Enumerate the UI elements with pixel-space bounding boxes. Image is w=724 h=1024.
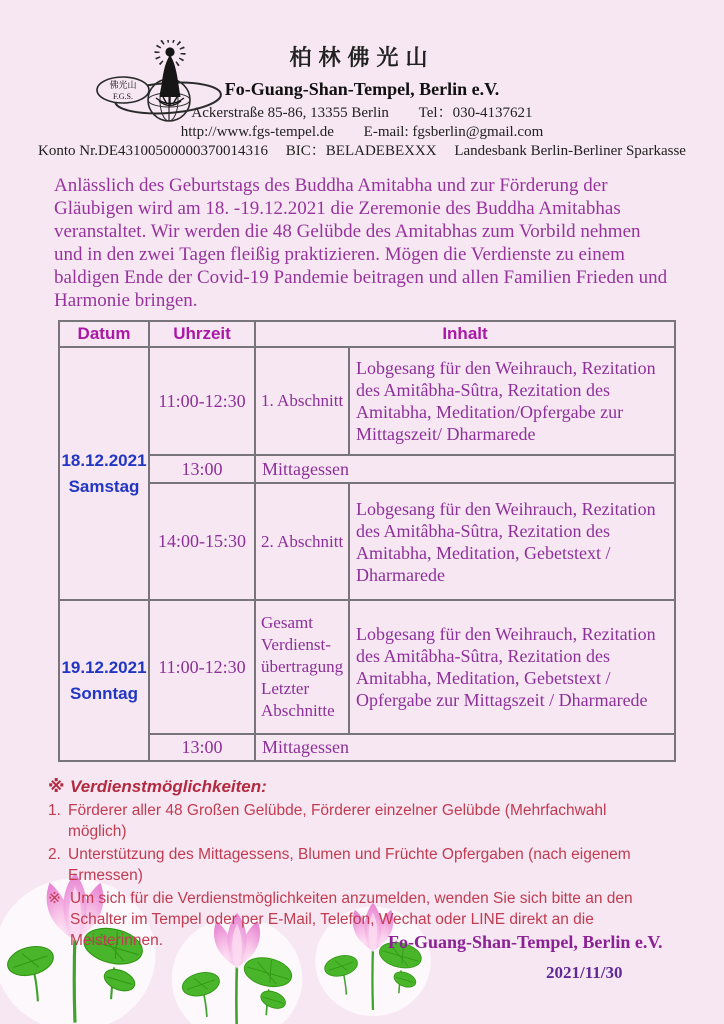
day1-date: 18.12.2021 bbox=[61, 450, 147, 470]
date-cell-day1 bbox=[59, 347, 149, 600]
day1-session1-part: 1. Abschnitt bbox=[255, 347, 349, 455]
day1-lunch-label: Mittagessen bbox=[255, 455, 675, 483]
item-text: Unterstützung des Mittagessens, Blumen und Früchte Opfergaben (nach eigenem Ermessen) bbox=[68, 846, 631, 884]
table-row bbox=[59, 600, 675, 734]
org-name: Fo-Guang-Shan-Tempel, Berlin e.V. bbox=[224, 79, 500, 99]
website-url: http://www.fgs-tempel.de bbox=[180, 124, 334, 140]
logo-label-abbr: F.G.S. bbox=[112, 92, 134, 101]
day2-session1-part: Gesamt Verdienst-übertragung Letzter Abschnitte bbox=[255, 600, 349, 734]
day1-weekday: Samstag bbox=[68, 476, 140, 496]
list-item bbox=[48, 800, 668, 842]
day1-lunch-time: 13:00 bbox=[149, 455, 255, 483]
email-address: E-mail: fgsberlin@gmail.com bbox=[363, 124, 544, 140]
date-cell-day2 bbox=[59, 600, 149, 761]
chinese-title: 柏林佛光山 bbox=[289, 45, 435, 70]
intro-paragraph: Anlässlich des Geburtstags des Buddha Amitabha und zur Förderung der Gläubigen wird am 18. -19.12.2021 die Zeremonie des Buddha Amitabhas veranstaltet. Wir werden die 48 Gelübde des Amitabhas zum Vorbild nehmen und in den zwei Tagen fleißig praktizieren. Mögen die Verdienste zu einem baldigen Ende der Covid-19 Pandemie beitragen und allen Familien Frieden und Harmonie bringen. bbox=[54, 175, 668, 311]
day2-weekday: Sonntag bbox=[70, 683, 138, 703]
table-header-row bbox=[59, 321, 675, 347]
day2-lunch-label: Mittagessen bbox=[255, 734, 675, 761]
table-row bbox=[59, 347, 675, 455]
day2-date: 19.12.2021 bbox=[61, 657, 147, 677]
day2-lunch-time: 13:00 bbox=[149, 734, 255, 761]
reference-mark-icon: ※ bbox=[48, 890, 61, 907]
col-header-uhrzeit: Uhrzeit bbox=[149, 321, 255, 347]
notes-title-text: Verdienstmöglichkeiten: bbox=[70, 777, 267, 796]
bank-name: Landesbank Berlin-Berliner Sparkasse bbox=[454, 143, 686, 159]
phone-number: Tel：030-4137621 bbox=[418, 105, 533, 121]
schedule-table bbox=[58, 320, 676, 762]
day1-session1-content: Lobgesang für den Weihrauch, Rezitation des Amitâbha-Sûtra, Rezitation des Amitabha, Meditation/Opfergabe zur Mittagszeit/ Dharmarede bbox=[349, 347, 675, 455]
item-number: 1. bbox=[48, 802, 61, 819]
item-number: 2. bbox=[48, 846, 61, 863]
notes-title bbox=[48, 776, 668, 798]
street-address: Ackerstraße 85-86, 13355 Berlin bbox=[191, 105, 389, 121]
col-header-datum: Datum bbox=[59, 321, 149, 347]
day1-session2-part: 2. Abschnitt bbox=[255, 483, 349, 600]
registration-note-text: Um sich für die Verdienstmöglichkeiten anzumelden, wenden Sie sich bitte an den Schalter im Tempel oder per E-Mail, Telefon, Wechat oder LINE direkt an die Meisterinnen. bbox=[70, 890, 633, 949]
list-item bbox=[48, 844, 668, 886]
bic-code: BIC：BELADEBEXXX bbox=[285, 143, 437, 159]
table-row bbox=[59, 734, 675, 761]
reference-mark-icon: ※ bbox=[48, 777, 65, 796]
table-row bbox=[59, 483, 675, 600]
bank-line bbox=[0, 142, 724, 161]
signature-org: Fo-Guang-Shan-Tempel, Berlin e.V. bbox=[388, 932, 663, 952]
table-row bbox=[59, 455, 675, 483]
buddha-figure bbox=[160, 47, 181, 97]
fgs-logo bbox=[96, 40, 224, 135]
col-header-inhalt: Inhalt bbox=[255, 321, 675, 347]
logo-label-cn: 佛光山 bbox=[109, 80, 137, 90]
item-text: Förderer aller 48 Großen Gelübde, Förderer einzelner Gelübde (Mehrfachwahl möglich) bbox=[68, 802, 607, 840]
konto-number: Konto Nr.DE43100500000370014316 bbox=[38, 143, 269, 159]
day2-session1-time: 11:00-12:30 bbox=[149, 600, 255, 734]
day1-session2-time: 14:00-15:30 bbox=[149, 483, 255, 600]
day1-session1-time: 11:00-12:30 bbox=[149, 347, 255, 455]
day1-session2-content: Lobgesang für den Weihrauch, Rezitation des Amitâbha-Sûtra, Rezitation des Amitabha, Meditation, Gebetstext / Dharmarede bbox=[349, 483, 675, 600]
logo-label bbox=[97, 77, 149, 103]
day2-session1-content: Lobgesang für den Weihrauch, Rezitation des Amitâbha-Sûtra, Rezitation des Amitabha, Meditation, Gebetstext / Opfergabe zur Mittagszeit / Dharmarede bbox=[349, 600, 675, 734]
merit-notes bbox=[48, 776, 668, 951]
signature-date: 2021/11/30 bbox=[546, 963, 623, 982]
